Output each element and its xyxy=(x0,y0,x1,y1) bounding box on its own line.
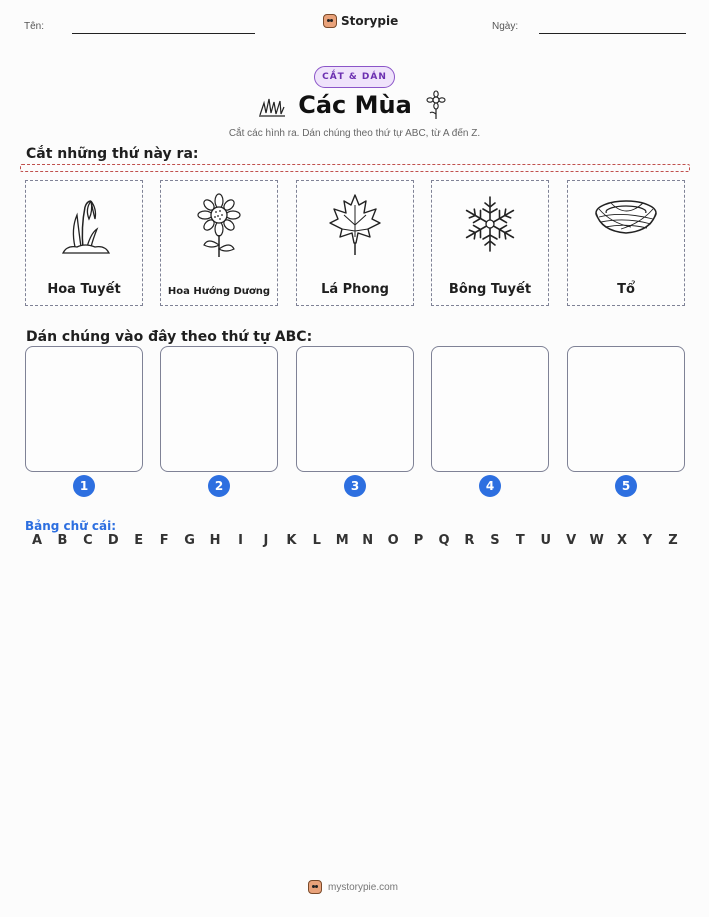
flower-icon xyxy=(424,90,448,120)
cut-card-snowdrop[interactable] xyxy=(25,180,143,306)
alphabet-letter: S xyxy=(490,533,500,548)
cut-card-label: Lá Phong xyxy=(321,282,389,297)
alphabet-letter: F xyxy=(159,533,169,548)
alphabet-title: Bảng chữ cái: xyxy=(25,519,117,533)
alphabet-letter: L xyxy=(312,533,321,548)
alphabet-strip xyxy=(29,533,681,548)
cut-card-sunflower[interactable] xyxy=(160,180,278,306)
paste-box-1[interactable] xyxy=(25,346,143,472)
brand-logo xyxy=(323,14,398,28)
cut-card-label: Bông Tuyết xyxy=(448,282,532,297)
paste-box-4[interactable] xyxy=(431,346,549,472)
cut-card-maple-leaf[interactable] xyxy=(296,180,414,306)
footer xyxy=(308,880,398,894)
instructions: Cắt các hình ra. Dán chúng theo thứ tự ABC, từ A đến Z. xyxy=(228,128,481,139)
cut-heading: Cắt những thứ này ra: xyxy=(26,146,199,162)
alphabet-letter: I xyxy=(238,533,243,548)
snowflake-icon xyxy=(455,189,525,259)
alphabet-letter: U xyxy=(540,533,552,548)
paste-box-5[interactable] xyxy=(567,346,685,472)
number-badge-3: 3 xyxy=(344,475,366,497)
alphabet-letter: C xyxy=(83,533,93,548)
snowdrop-flower-icon xyxy=(49,189,119,259)
alphabet-letter: X xyxy=(617,533,628,548)
alphabet-letter: B xyxy=(57,533,68,548)
grass-icon xyxy=(258,93,286,119)
alphabet-letter: N xyxy=(362,533,374,548)
name-label: Tên: xyxy=(24,21,45,32)
alphabet-letter: J xyxy=(263,533,269,548)
alphabet-letter: O xyxy=(387,533,399,548)
footer-url: mystorypie.com xyxy=(328,881,399,893)
alphabet-letter: A xyxy=(31,533,43,548)
cut-card-snowflake[interactable] xyxy=(431,180,549,306)
date-field-line[interactable] xyxy=(539,33,686,34)
cut-card-nest[interactable] xyxy=(567,180,685,306)
alphabet-letter: P xyxy=(413,533,424,548)
brand-name: Storypie xyxy=(341,14,399,28)
cut-line xyxy=(20,164,690,172)
number-badge-5: 5 xyxy=(615,475,637,497)
alphabet-letter: V xyxy=(566,533,577,548)
paste-heading: Dán chúng vào đây theo thứ tự ABC: xyxy=(26,329,313,345)
cut-card-label: Hoa Tuyết xyxy=(47,282,121,297)
paste-box-2[interactable] xyxy=(160,346,278,472)
alphabet-letter: W xyxy=(589,533,604,548)
paste-box-3[interactable] xyxy=(296,346,414,472)
storypie-mascot-icon xyxy=(323,14,337,28)
storypie-mascot-icon xyxy=(308,880,322,894)
date-label: Ngày: xyxy=(492,21,519,32)
alphabet-letter: Q xyxy=(438,533,450,548)
alphabet-letter: D xyxy=(107,533,119,548)
alphabet-letter: R xyxy=(464,533,475,548)
alphabet-letter: M xyxy=(335,533,349,548)
alphabet-letter: E xyxy=(134,533,144,548)
activity-badge: CẮT & DÁN xyxy=(314,66,395,88)
sunflower-icon xyxy=(184,189,254,259)
alphabet-letter: T xyxy=(515,533,525,548)
number-badge-4: 4 xyxy=(479,475,501,497)
page-title: Các Mùa xyxy=(298,91,412,119)
maple-leaf-icon xyxy=(320,189,390,259)
alphabet-letter: Z xyxy=(668,533,678,548)
alphabet-letter: G xyxy=(184,533,195,548)
alphabet-letter: H xyxy=(209,533,221,548)
number-badge-2: 2 xyxy=(208,475,230,497)
cut-card-label: Hoa Hướng Dương xyxy=(167,286,271,297)
number-badge-1: 1 xyxy=(73,475,95,497)
name-field-line[interactable] xyxy=(72,33,255,34)
alphabet-letter: Y xyxy=(642,533,653,548)
alphabet-letter: K xyxy=(286,533,297,548)
bird-nest-icon xyxy=(591,189,661,259)
cut-card-label: Tổ xyxy=(617,282,635,297)
